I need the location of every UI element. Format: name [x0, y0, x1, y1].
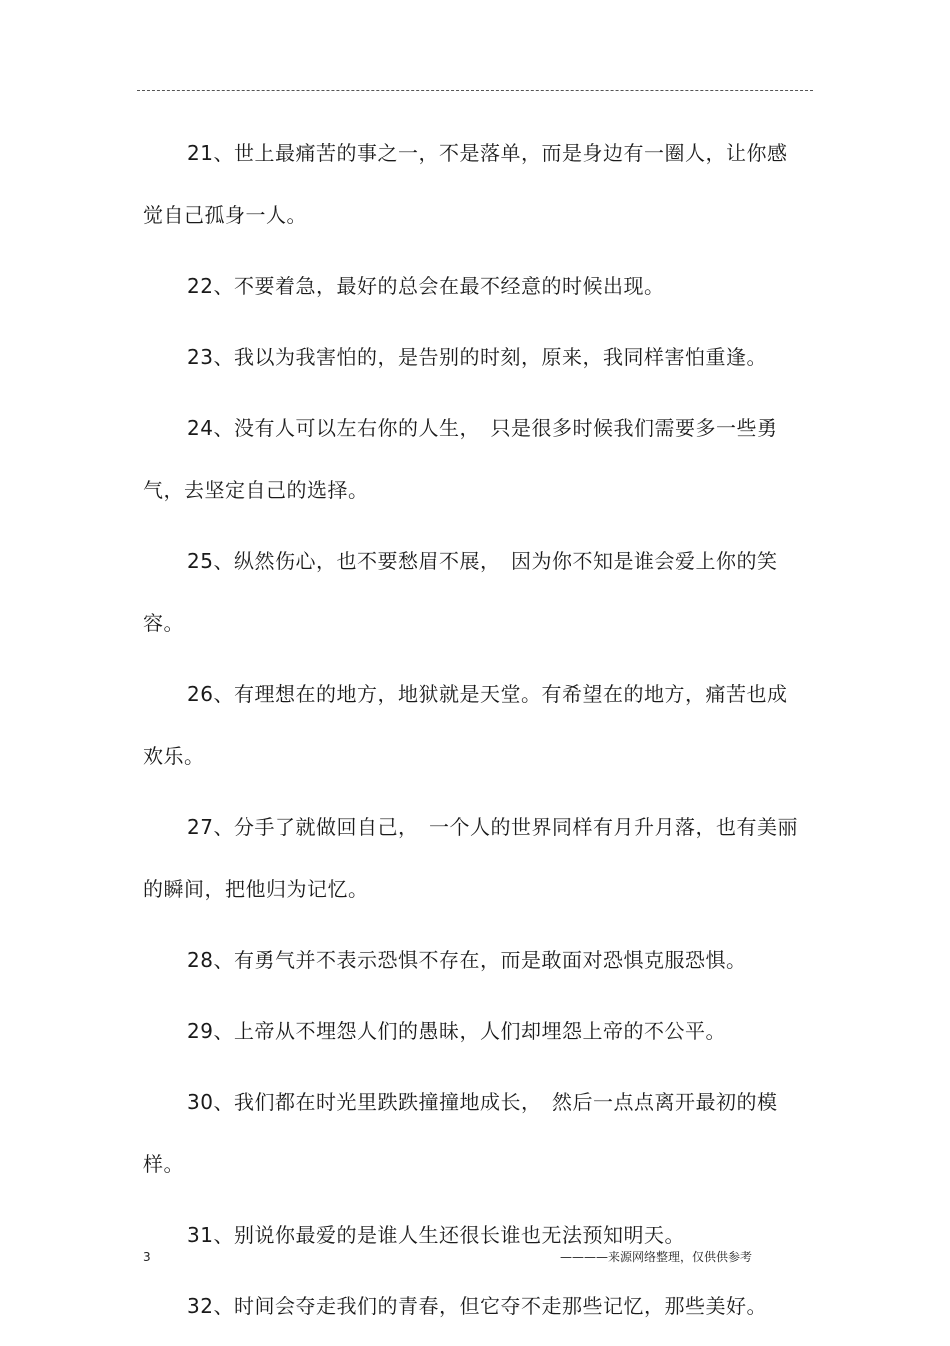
paragraph-30: 30、我们都在时光里跌跌撞撞地成长， 然后一点点离开最初的模样。 — [143, 1090, 778, 1176]
paragraph-29: 29、上帝从不埋怨人们的愚昧，人们却埋怨上帝的不公平。 — [187, 1019, 726, 1043]
document-body — [143, 122, 803, 1346]
paragraph-32: 32、时间会夺走我们的青春，但它夺不走那些记忆，那些美好。 — [187, 1294, 767, 1318]
footer-note: ————来源网络整理，仅供供参考 — [559, 1250, 752, 1264]
page-number: 3 — [143, 1250, 151, 1264]
paragraph-31: 31、别说你最爱的是谁人生还很长谁也无法预知明天。 — [187, 1223, 685, 1247]
paragraph-21: 21、世上最痛苦的事之一，不是落单，而是身边有一圈人，让你感觉自己孤身一人。 — [143, 141, 788, 227]
paragraph-28: 28、有勇气并不表示恐惧不存在，而是敢面对恐惧克服恐惧。 — [187, 948, 747, 972]
paragraph-27: 27、分手了就做回自己， 一个人的世界同样有月升月落，也有美丽的瞬间，把他归为记忆。 — [143, 815, 798, 901]
paragraph-22: 22、不要着急，最好的总会在最不经意的时候出现。 — [187, 274, 665, 298]
paragraph-23: 23、我以为我害怕的，是告别的时刻，原来，我同样害怕重逢。 — [187, 345, 767, 369]
header-rule — [137, 90, 813, 91]
paragraph-25: 25、纵然伤心，也不要愁眉不展， 因为你不知是谁会爱上你的笑容。 — [143, 549, 778, 635]
paragraph-24: 24、没有人可以左右你的人生， 只是很多时候我们需要多一些勇气，去坚定自己的选择。 — [143, 416, 778, 502]
paragraph-26: 26、有理想在的地方，地狱就是天堂。有希望在的地方，痛苦也成欢乐。 — [143, 682, 788, 768]
